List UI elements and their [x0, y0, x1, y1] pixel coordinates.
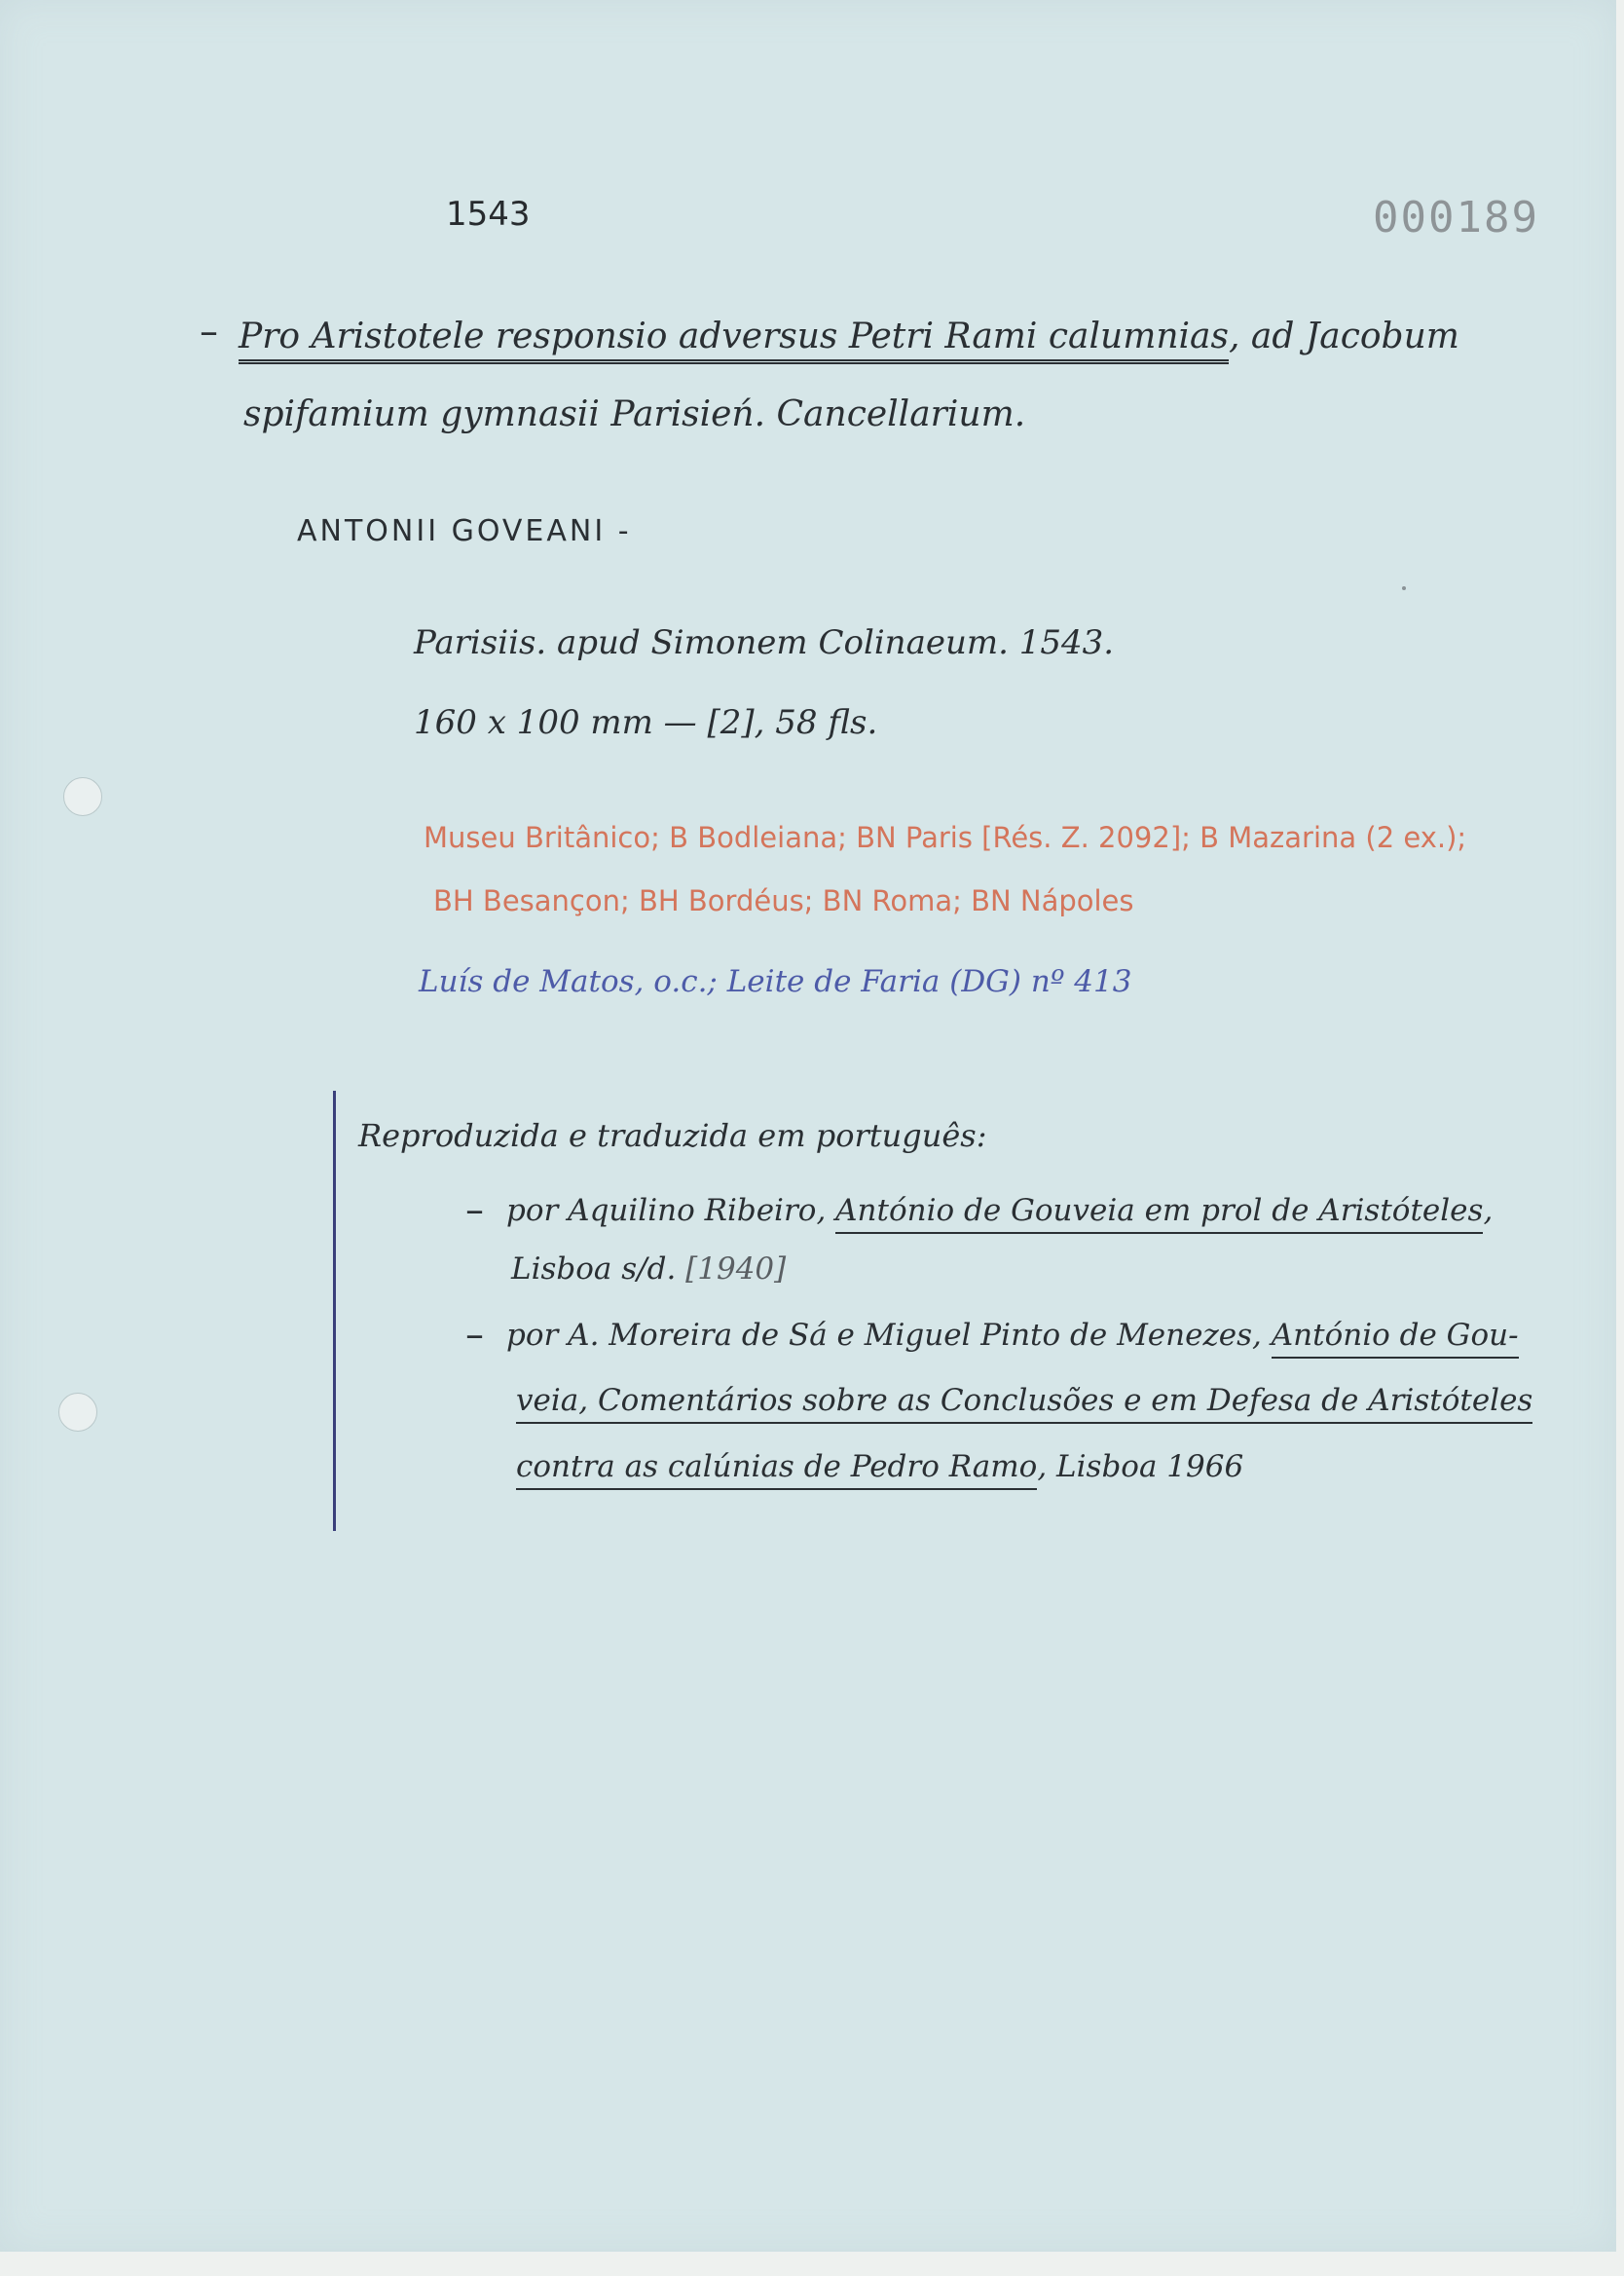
punch-hole-lower	[58, 1393, 97, 1432]
holdings-line-1: Museu Britânico; B Bodleiana; BN Paris [Rés. Z. 2092]; B Mazarina (2 ex.);	[424, 821, 1467, 854]
item-2-title-part-2: veia, Comentários sobre as Conclusões e em Defesa de Aristóteles	[516, 1383, 1532, 1424]
title-dash: –	[200, 310, 218, 353]
title-line-2: spifamium gymnasii Parisień. Cancellarium.	[243, 394, 1026, 434]
holdings-line-2: BH Besançon; BH Bordéus; BN Roma; BN Nápoles	[433, 884, 1134, 917]
reproduction-item-1-line-2	[511, 1251, 786, 1287]
title-underlined: Pro Aristotele responsio adversus Petri Rami calumnias	[239, 317, 1229, 364]
reproduction-item-1-line-1	[506, 1193, 1493, 1228]
item-1-date: [1940]	[685, 1251, 787, 1287]
reproduction-item-2-line-3	[516, 1449, 1243, 1484]
references-line: Luís de Matos, o.c.; Leite de Faria (DG) nº 413	[419, 964, 1132, 999]
item-1-dash: –	[465, 1188, 484, 1231]
item-1-prefix: por Aquilino Ribeiro,	[506, 1193, 836, 1228]
item-1-title: António de Gouveia em prol de Aristóteles	[835, 1193, 1483, 1234]
punch-hole-upper	[63, 777, 102, 816]
item-2-prefix: por A. Moreira de Sá e Miguel Pinto de Menezes,	[506, 1318, 1272, 1353]
item-2-suffix: , Lisboa 1966	[1037, 1449, 1244, 1484]
reproduction-item-2-line-2	[516, 1383, 1532, 1418]
title-line-1-rest: , ad Jacobum	[1228, 317, 1459, 356]
imprint-line: Parisiis. apud Simonem Colinaeum. 1543.	[414, 623, 1115, 662]
reproductions-heading: Reproduzida e traduzida em português:	[358, 1117, 987, 1154]
title-line-1	[239, 317, 1459, 356]
record-number-stamp: 000189	[1373, 193, 1539, 243]
author-name: ANTONII GOVEANI -	[297, 514, 632, 548]
reproduction-item-2-line-1	[506, 1318, 1519, 1353]
margin-rule	[333, 1091, 336, 1531]
year-heading: 1543	[446, 195, 531, 234]
format-line: 160 x 100 mm — [2], 58 fls.	[414, 703, 878, 742]
item-2-dash: –	[465, 1313, 484, 1356]
item-1-suffix: ,	[1483, 1193, 1494, 1228]
item-2-title-part-1: António de Gou-	[1272, 1318, 1519, 1359]
paper-speck	[1402, 586, 1406, 590]
item-1-place: Lisboa s/d.	[511, 1251, 686, 1287]
item-2-title-part-3: contra as calúnias de Pedro Ramo	[516, 1449, 1037, 1490]
